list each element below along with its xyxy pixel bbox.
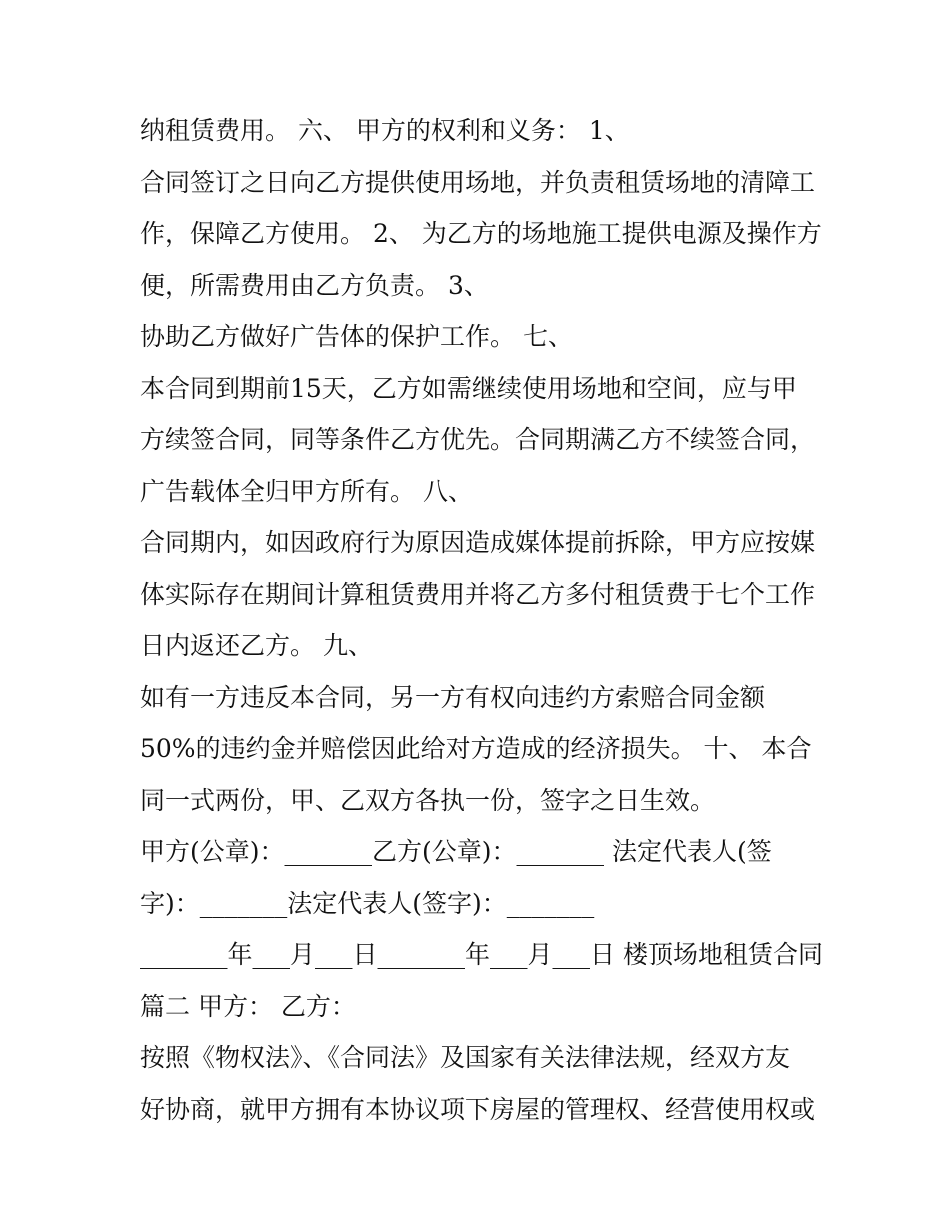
text-line: 好协商，就甲方拥有本协议项下房屋的管理权、经营使用权或 [140, 1094, 816, 1124]
document-body [140, 105, 830, 1135]
text-line: 协助乙方做好广告体的保护工作。 七、 [140, 322, 573, 351]
text-line: 作，保障乙方使用。 2、 为乙方的场地施工提供电源及操作方 [140, 219, 822, 248]
text-line: 按照《物权法》、《合同法》及国家有关法律法规，经双方友 [140, 1043, 791, 1072]
text-line: 合同签订之日向乙方提供使用场地，并负责租赁场地的清障工 [140, 167, 816, 197]
text-line: 同一式两份，甲、乙双方各执一份，签字之日生效。 [140, 785, 716, 815]
text-line: 纳租赁费用。 六、 甲方的权利和义务： 1、 [140, 116, 630, 145]
text-line: 本合同到期前15天，乙方如需继续使用场地和空间，应与甲 [140, 373, 797, 403]
text-line: 如有一方违反本合同，另一方有权向违约方索赔合同金额 [140, 682, 766, 712]
text-line: 体实际存在期间计算租赁费用并将乙方多付租赁费于七个工作 [140, 579, 816, 609]
text-line: 便，所需费用由乙方负责。 3、 [140, 270, 489, 300]
text-line: 甲方(公章)：_______乙方(公章)：_______ 法定代表人(签 [140, 837, 772, 866]
text-line: 合同期内，如因政府行为原因造成媒体提前拆除，甲方应按媒 [140, 528, 816, 557]
text-line: 字)：_______法定代表人(签字)：_______ [140, 888, 595, 918]
text-line: 篇二 甲方： 乙方： [140, 991, 356, 1021]
text-line: 日内返还乙方。 九、 [140, 631, 373, 660]
text-line: 广告载体全归甲方所有。 八、 [140, 476, 473, 506]
text-line: 50%的违约金并赔偿因此给对方造成的经济损失。 十、 本合 [140, 734, 812, 763]
text-line: _______年___月___日_______年___月___日 楼顶场地租赁合同 [140, 940, 823, 969]
text-line: 方续签合同，同等条件乙方优先。合同期满乙方不续签合同， [140, 425, 816, 454]
